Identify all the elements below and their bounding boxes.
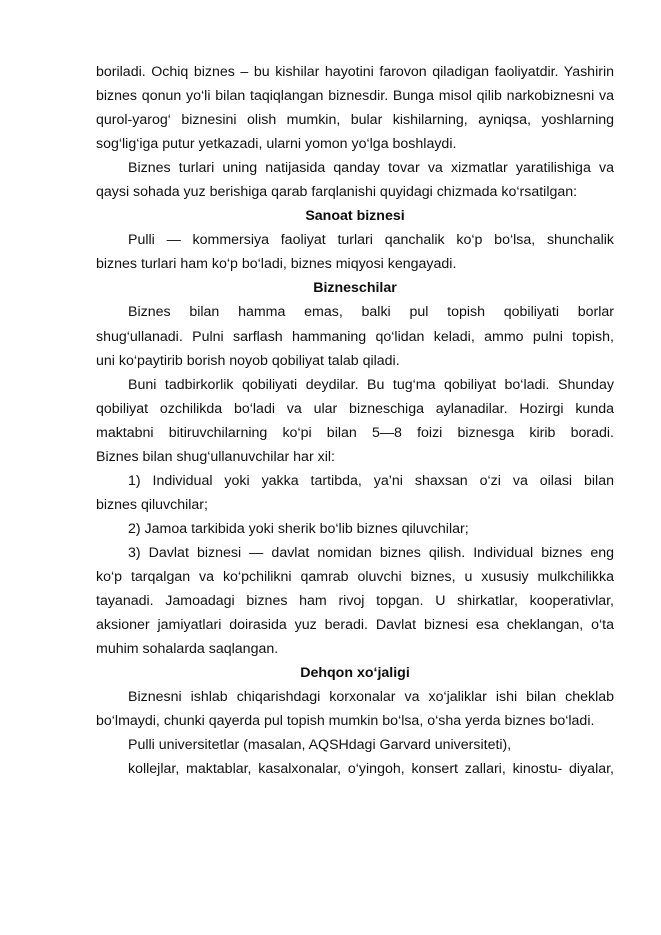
section-heading-bizneschilar: Biznesсhilar (313, 280, 397, 297)
text-line: qobiliyat ozchilikda bo‘ladi va ular bizneschiga aylanadilar. Hozirgi kunda (96, 400, 614, 417)
text-line: uni ko‘paytirib borish noyob qobiliyat talab qiladi. (96, 352, 400, 369)
text-line: maktabni bitiruvchilarning ko‘pi bilan 5—8 foizi biznesga kirib boradi. (96, 424, 614, 441)
text-line: Buni tadbirkorlik qobiliyati deydilar. Bu tug‘ma qobiliyat bo‘ladi. Shunday (128, 376, 614, 393)
text-line: Biznesni ishlab chiqarishdagi korxonalar va xo‘jaliklar ishi bilan cheklab (128, 689, 614, 706)
text-line: tayanadi. Jamoadagi biznes ham rivoj topgan. U shirkatlar, kooperativlar, (96, 593, 614, 610)
section-heading-sanoat-biznesi: Sanoat biznesi (305, 208, 405, 225)
list-item: 1) Individual yoki yakka tartibda, ya’ni shaxsan o‘zi va oilasi bilan (128, 472, 614, 489)
document-text (96, 60, 614, 781)
text-line: aksioner jamiyatlari doirasida yuz beradi. Davlat biznesi esa cheklangan, o‘ta (96, 617, 614, 634)
text-line: biznes turlari ham ko‘p bo‘ladi, biznes miqyosi kengayadi. (96, 256, 457, 273)
text-line: qurol-yarog‘ biznesini olish mumkin, bular kishilarning, ayniqsa, yoshlarning (96, 112, 614, 129)
text-line: biznes qonun yo‘li bilan taqiqlangan biznesdir. Bunga misol qilib narkobiznesni va (96, 88, 614, 105)
text-line: qaysi sohada yuz berishiga qarab farqlanishi quyidagi chizmada ko‘rsatilgan: (96, 184, 578, 201)
list-item: 2) Jamoa tarkibida yoki sherik bo‘lib biznes qiluvchilar; (128, 520, 469, 537)
text-line: shug‘ullanadi. Pulni sarflash hammaning qo‘lidan keladi, ammo pulni topish, (96, 328, 614, 345)
text-line: Biznes bilan shug‘ullanuvchilar har xil: (96, 448, 335, 465)
text-line: boriladi. Ochiq biznes – bu kishilar hayotini farovon qiladigan faoliyatdir. Yashirin (96, 64, 614, 80)
list-item: 3) Davlat biznesi — davlat nomidan biznes qilish. Individual biznes eng (128, 544, 614, 561)
text-line: Biznes turlari uning natijasida qanday tovar va xizmatlar yaratilishiga va (128, 160, 614, 177)
text-line: kollejlar, maktablar, kasalxonalar, o‘yingoh, konsert zallari, kinostu- diyalar, (128, 761, 614, 778)
text-line: Biznes bilan hamma emas, balki pul topish qobiliyati borlar (128, 304, 614, 321)
text-line: Pulli — kommersiya faoliyat turlari qanchalik ko‘p bo‘lsa, shunchalik (128, 232, 614, 249)
text-line: biznes qiluvchilar; (96, 496, 208, 513)
section-heading-dehqon-xojaligi: Dehqon xo‘jaligi (300, 665, 410, 682)
text-line: bo‘lmaydi, chunki qayerda pul topish mumkin bo‘lsa, o‘sha yerda biznes bo‘ladi. (96, 713, 595, 730)
text-line: Pulli universitetlar (masalan, AQSHdagi Garvard universiteti), (128, 737, 512, 754)
text-line: sog‘lig‘iga putur yetkazadi, ularni yomon yo‘lga boshlaydi. (96, 136, 457, 153)
text-line: muhim sohalarda saqlangan. (96, 641, 279, 658)
text-line: ko‘p tarqalgan va ko‘pchilikni qamrab oluvchi biznes, u xususiy mulkchilikka (96, 568, 614, 585)
